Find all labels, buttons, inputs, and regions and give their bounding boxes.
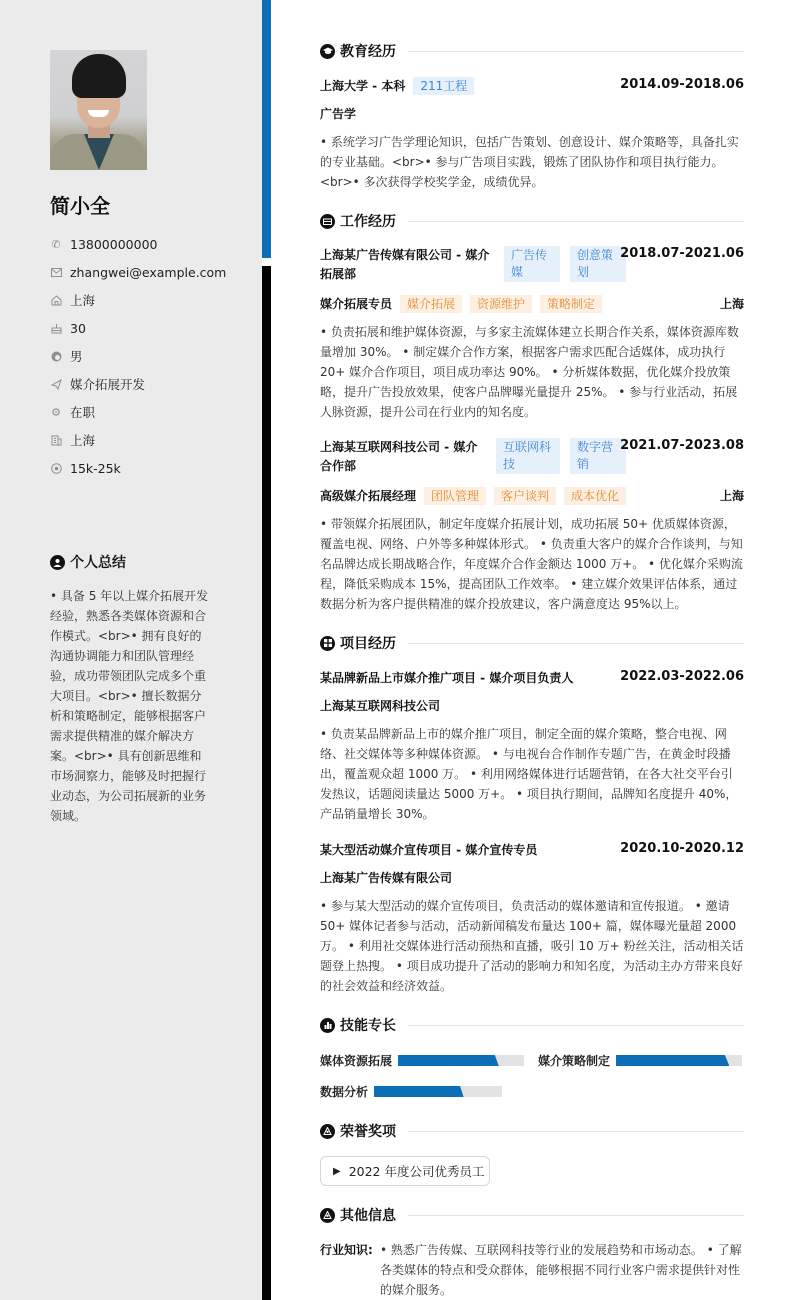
- mail-icon: [50, 266, 62, 278]
- skill-item: [320, 1052, 524, 1069]
- info-salary: [50, 454, 226, 482]
- industry-tag: 互联网科技: [496, 438, 560, 474]
- salary-value: 15k-25k: [70, 460, 121, 476]
- award-icon: [320, 1124, 335, 1139]
- skill-tag: 策略制定: [540, 295, 602, 313]
- project-1-header: [320, 669, 744, 686]
- skill-label: 媒体资源拓展: [320, 1054, 393, 1068]
- projects-title: 项目经历: [340, 636, 396, 652]
- divider: [408, 643, 744, 644]
- job-intention-value: 媒介拓展开发: [70, 377, 146, 392]
- work-item-1-header: [320, 246, 744, 284]
- gender-icon: [50, 350, 62, 362]
- send-icon: [50, 378, 62, 390]
- info-phone: [50, 230, 226, 258]
- profile-name: 简小全: [50, 194, 110, 218]
- settings-icon: ⚙: [51, 405, 61, 419]
- sidebar: [0, 0, 262, 1300]
- divider: [408, 1215, 744, 1216]
- project-desc: • 参与某大型活动的媒介宣传项目，负责活动的媒体邀请和宣传报道。 • 邀请 50+ 媒体记者参与活动，活动新闻稿发布量达 100+ 篇，媒体曝光量超 2000 万。 • 利用社交媒体进行活动预热和直播，吸引 10 万+ 粉丝关注，活动相关话题登上热搜。 • 项目成功提升了活动的影响力和知名度，为活动主办方带来良好的社会效益和经济效益。: [320, 899, 744, 993]
- work-item-2-role: [320, 487, 744, 505]
- cake-icon: [50, 322, 62, 334]
- info-icon: [320, 1208, 335, 1223]
- graduation-cap-icon: [320, 44, 335, 59]
- triangle-right-icon: ▶: [333, 1165, 341, 1177]
- awards-heading: [320, 1121, 744, 1141]
- other-value: • 熟悉广告传媒、互联网科技等行业的发展趋势和市场动态。 • 了解各类媒体的特点和受众群体，能够根据不同行业客户需求提供针对性的媒介服务。: [380, 1243, 742, 1297]
- skill-bar: [374, 1086, 502, 1097]
- email-value: zhangwei@example.com: [70, 264, 227, 280]
- skill-tag: 媒介拓展: [400, 295, 462, 313]
- award-item-toggle[interactable]: [320, 1156, 490, 1186]
- user-icon: [50, 555, 65, 570]
- award-label: 2022 年度公司优秀员工: [348, 1164, 485, 1179]
- divider: [408, 1025, 744, 1026]
- summary-text: • 具备 5 年以上媒介拓展开发经验，熟悉各类媒体资源和合作模式。<br>• 拥有良好的沟通协调能力和团队管理经验，成功带领团队完成多个重大项目。<br>• 擅长数据分析和策略制定，能够根据客户需求提供精准的媒介解决方案。<br>• 具有创新思维和市场洞察力，能够及时把握行业动态，为公司拓展新的业务领域。: [50, 589, 209, 823]
- info-age: [50, 314, 226, 342]
- info-work-city: [50, 426, 226, 454]
- skill-bar: [616, 1055, 742, 1066]
- skill-item: [320, 1083, 502, 1100]
- project-desc: • 负责某品牌新品上市的媒介推广项目，制定全面的媒介策略，整合电视、网络、社交媒体等多种媒体资源。 • 与电视台合作制作专题广告，在黄金时段播出，覆盖观众超 1000 万。 • 利用网络媒体进行话题营销，在各大社交平台引发热议，话题阅读量达 5000 万+。 • 项目执行期间，品牌知名度提升 40%，产品销量增长 30%。: [320, 727, 738, 821]
- chart-icon: [320, 1018, 335, 1033]
- project-2-header: [320, 841, 744, 858]
- skill-tag: 成本优化: [564, 487, 626, 505]
- work-location: 上海: [719, 297, 744, 311]
- project-company: 上海某互联网科技公司: [320, 699, 441, 713]
- accent-bar-black: [262, 266, 271, 1300]
- skills-heading: [320, 1015, 744, 1035]
- work-date: 2018.07-2021.06: [620, 246, 744, 261]
- divider: [408, 221, 744, 222]
- skill-tag: 团队管理: [424, 487, 486, 505]
- divider: [408, 51, 744, 52]
- education-desc: • 系统学习广告学理论知识，包括广告策划、创意设计、媒介策略等，具备扎实的专业基础。<br>• 参与广告项目实践，锻炼了团队协作和项目执行能力。<br>• 多次获得学校奖学金，成绩优异。: [320, 135, 739, 189]
- skill-item: [538, 1052, 742, 1069]
- skill-tag: 资源维护: [470, 295, 532, 313]
- education-title: 教育经历: [340, 44, 396, 60]
- info-city: [50, 286, 226, 314]
- summary-title: 个人总结: [70, 555, 126, 571]
- education-date: 2014.09-2018.06: [620, 77, 744, 92]
- education-heading: [320, 41, 744, 61]
- city-value: 上海: [70, 293, 96, 308]
- status-value: 在职: [70, 405, 96, 420]
- info-gender: [50, 342, 226, 370]
- work-item-2-header: [320, 438, 744, 476]
- profile-photo: [50, 50, 147, 170]
- skills-title: 技能专长: [340, 1018, 396, 1034]
- other-heading: [320, 1205, 744, 1225]
- accent-bar-blue: [262, 0, 271, 258]
- work-company: 上海某广告传媒有限公司 - 媒介拓展部: [320, 248, 490, 281]
- info-email: [50, 258, 226, 286]
- school-name: 上海大学 - 本科: [320, 79, 406, 93]
- work-city-value: 上海: [70, 433, 96, 448]
- work-item-1-role: [320, 295, 744, 313]
- work-title: 工作经历: [340, 214, 396, 230]
- education-row: [320, 77, 744, 95]
- project-name: 某大型活动媒介宣传项目 - 媒介宣传专员: [320, 843, 538, 857]
- work-company: 上海某互联网科技公司 - 媒介合作部: [320, 440, 478, 473]
- work-desc: • 带领媒介拓展团队，制定年度媒介拓展计划，成功拓展 50+ 优质媒体资源，覆盖电视、网络、户外等多种媒体形式。 • 负责重大客户的媒介合作谈判，与知名品牌达成长期战略合作，年度媒介合作金额达 1000 万+。 • 优化媒介采购流程，降低采购成本 15%，提高团队工作效率。 • 建立媒介效果评估体系，通过数据分析为客户提供精准的媒介投放建议，客户满意度达 95%以上。: [320, 517, 743, 611]
- work-date: 2021.07-2023.08: [620, 438, 744, 453]
- major: 广告学: [320, 107, 357, 121]
- briefcase-icon: [320, 214, 335, 229]
- project-company: 上海某广告传媒有限公司: [320, 871, 453, 885]
- major-row: [320, 105, 744, 122]
- skill-bar: [398, 1055, 524, 1066]
- age-value: 30: [70, 320, 86, 336]
- skill-label: 数据分析: [320, 1085, 369, 1099]
- project-date: 2022.03-2022.06: [620, 669, 744, 684]
- building-icon: [50, 434, 62, 446]
- work-heading: [320, 211, 744, 231]
- info-job-intention: [50, 370, 226, 398]
- project-date: 2020.10-2020.12: [620, 841, 744, 856]
- skill-label: 媒介策略制定: [538, 1054, 611, 1068]
- industry-tag: 广告传媒: [504, 246, 560, 282]
- industry-tag: 数字营销: [570, 438, 626, 474]
- other-title: 其他信息: [340, 1208, 396, 1224]
- projects-heading: [320, 633, 744, 653]
- salary-icon: [50, 462, 62, 474]
- phone-icon: ✆: [51, 237, 61, 251]
- skill-tag: 客户谈判: [494, 487, 556, 505]
- awards-title: 荣誉奖项: [340, 1124, 396, 1140]
- other-info-row: [320, 1240, 744, 1300]
- phone-value: 13800000000: [70, 236, 158, 252]
- home-icon: [50, 294, 62, 306]
- project-1-company: [320, 697, 744, 714]
- info-status: [50, 398, 226, 426]
- project-2-company: [320, 869, 744, 886]
- gender-value: 男: [70, 349, 83, 364]
- industry-tag: 创意策划: [570, 246, 626, 282]
- other-label: 行业知识:: [320, 1243, 373, 1257]
- summary-heading: [50, 552, 126, 572]
- work-role: 媒介拓展专员: [320, 297, 393, 311]
- school-tag: 211工程: [413, 77, 474, 95]
- work-location: 上海: [719, 489, 744, 503]
- work-role: 高级媒介拓展经理: [320, 489, 417, 503]
- divider: [408, 1131, 744, 1132]
- work-desc: • 负责拓展和维护媒体资源，与多家主流媒体建立长期合作关系，媒体资源库数量增加 30%。 • 制定媒介合作方案，根据客户需求匹配合适媒体，成功执行 20+ 媒介合作项目，项目成功率达 90%。 • 分析媒体数据，优化媒介投放策略，提升广告投放效果，使客户品牌曝光量提升 25%。 • 参与行业活动，拓展人脉资源，提升公司在行业内的知名度。: [320, 325, 739, 419]
- contact-info-list: [50, 230, 226, 482]
- grid-icon: [320, 636, 335, 651]
- project-name: 某品牌新品上市媒介推广项目 - 媒介项目负责人: [320, 671, 574, 685]
